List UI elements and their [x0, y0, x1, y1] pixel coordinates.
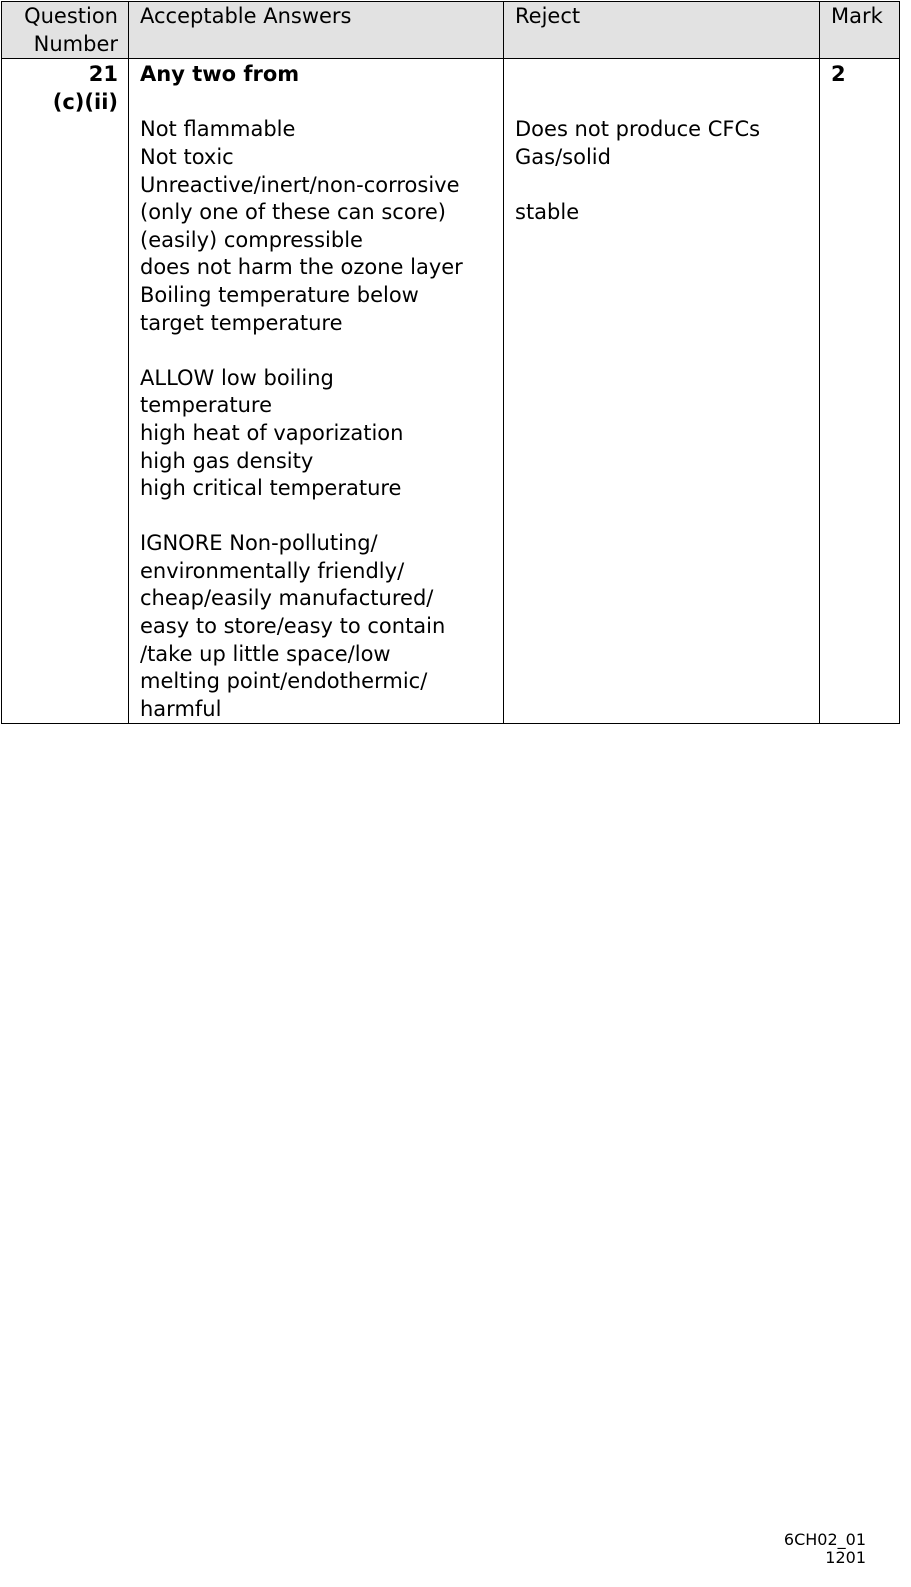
acceptable-answer-line: target temperature [140, 310, 343, 335]
acceptable-answer-line: (only one of these can score) [140, 200, 446, 225]
table-row [2, 59, 900, 724]
acceptable-answer-line: high heat of vaporization [140, 420, 404, 445]
acceptable-answer-line [140, 337, 492, 365]
header-mark: Mark [820, 2, 900, 59]
mark-cell [820, 59, 900, 724]
session-code: 1201 [825, 1548, 866, 1567]
acceptable-answer-line: environmentally friendly/ [140, 558, 405, 583]
acceptable-answer-line: Not flammable [140, 117, 296, 142]
acceptable-answer-line: high gas density [140, 448, 314, 473]
reject-line [515, 172, 808, 200]
acceptable-answer-line [140, 503, 492, 531]
acceptable-answer-line: Not toxic [140, 144, 234, 169]
reject-line [515, 61, 808, 89]
acceptable-answer-line: IGNORE Non-polluting/ [140, 531, 378, 556]
page-footer [784, 1531, 866, 1567]
reject-line: Does not produce CFCs [515, 117, 761, 142]
question-number: 21 [88, 62, 118, 87]
reject-line: stable [515, 200, 580, 225]
mark-scheme-table [1, 1, 900, 724]
acceptable-answers-cell [129, 59, 504, 724]
reject-line [515, 89, 808, 117]
acceptable-answers-list [140, 89, 492, 724]
header-acceptable-answers: Acceptable Answers [129, 2, 504, 59]
acceptable-answer-line [140, 89, 492, 117]
acceptable-answer-line: /take up little space/low [140, 641, 391, 666]
acceptable-answer-line: Unreactive/inert/non-corrosive [140, 172, 460, 197]
acceptable-answer-line: Boiling temperature below [140, 282, 419, 307]
header-question-number [2, 2, 129, 59]
reject-cell [504, 59, 820, 724]
acceptable-heading: Any two from [140, 62, 300, 87]
acceptable-answer-line: does not harm the ozone layer [140, 255, 463, 280]
acceptable-answer-line: ALLOW low boiling [140, 365, 334, 390]
reject-list [515, 61, 808, 227]
mark-value: 2 [831, 62, 846, 87]
acceptable-answer-line: temperature [140, 393, 272, 418]
header-question-number-line-1: Question [24, 4, 118, 28]
acceptable-answer-line: harmful [140, 696, 222, 721]
header-question-number-line-2: Number [33, 31, 118, 56]
paper-code: 6CH02_01 [783, 1530, 866, 1549]
acceptable-answer-line: easy to store/easy to contain [140, 614, 446, 639]
acceptable-answer-line: (easily) compressible [140, 227, 363, 252]
question-part: (c)(ii) [52, 89, 118, 114]
question-number-cell [2, 59, 129, 724]
acceptable-answer-line: high critical temperature [140, 476, 402, 501]
acceptable-answer-line: cheap/easily manufactured/ [140, 586, 434, 611]
acceptable-answer-line: melting point/endothermic/ [140, 669, 428, 694]
reject-line: Gas/solid [515, 144, 611, 169]
header-row [2, 2, 900, 59]
header-reject: Reject [504, 2, 820, 59]
